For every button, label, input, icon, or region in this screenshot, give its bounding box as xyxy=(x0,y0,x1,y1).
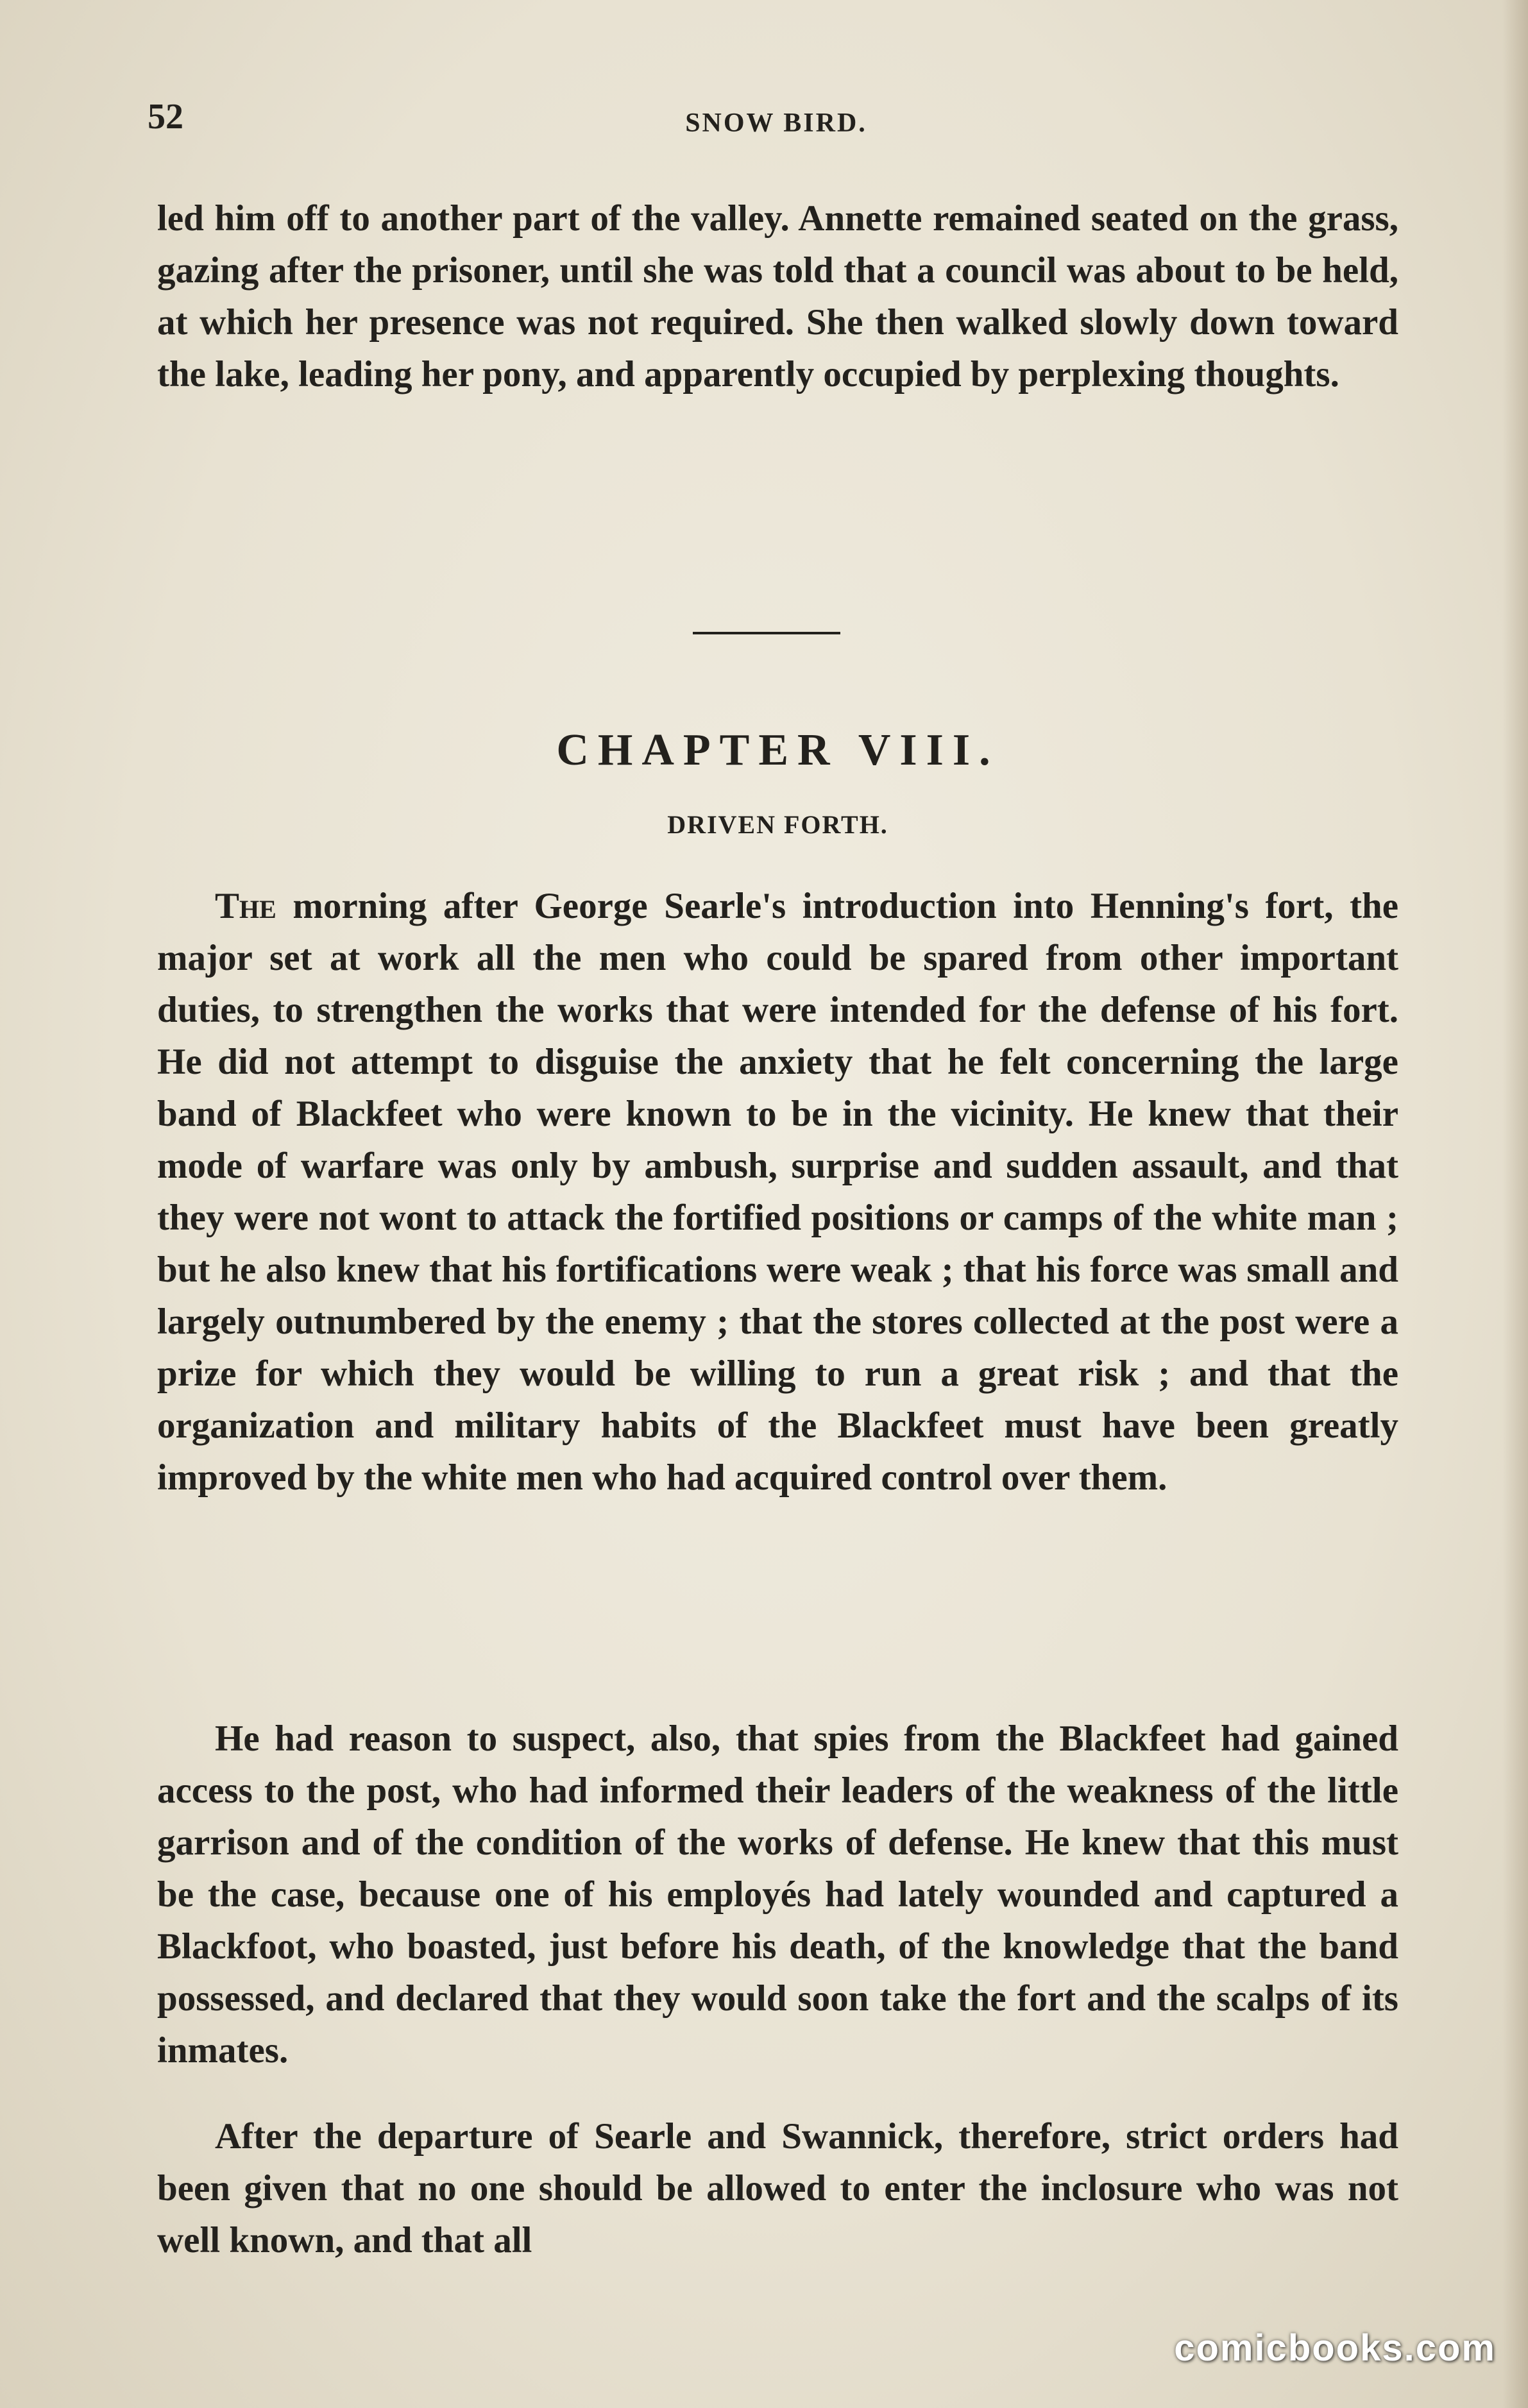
paragraph-1-text xyxy=(157,880,1398,1504)
paragraph-3 xyxy=(157,2110,1398,2266)
paragraph-2-text: He had reason to suspect, also, that spies from the Blackfeet had gained access to the post, who had informed their leaders of the weakness of the little garrison and of the condition of the works of defense. He knew that this must be the case, because one of his employés had lately wounded and captured a Blackfoot, who boasted, just before his death, of the knowledge that the band possessed, and declared that they would soon take the fort and the scalps of its inmates. xyxy=(157,1718,1398,2071)
page-number: 52 xyxy=(148,97,183,137)
running-title: SNOW BIRD. xyxy=(685,108,867,138)
paragraph-2 xyxy=(157,1713,1398,2076)
paragraph-3-text: After the departure of Searle and Swannick, therefore, strict orders had been given that no one should be allowed to enter the inclosure who was not well known, and that all xyxy=(157,2116,1398,2260)
chapter-subtitle: DRIVEN FORTH. xyxy=(667,810,888,839)
chapter-heading: CHAPTER VIII. xyxy=(556,725,999,775)
watermark: comicbooks.com xyxy=(1174,2327,1496,2369)
page-edge-shadow xyxy=(1502,0,1528,2408)
paragraph-1-opening-word: The xyxy=(215,886,276,926)
paragraph-1 xyxy=(157,880,1398,1504)
running-head xyxy=(148,96,1405,148)
paragraph-1-body: morning after George Searle's introduction into Henning's fort, the major set at work all the men who could be spared from other important duties, to strengthen the works that were intended for the defense of his fort. He did not attempt to disguise the anxiety that he felt concerning the large band of Blackfeet who were known to be in the vicinity. He knew that their mode of warfare was only by ambush, surprise and sudden assault, and that they were not wont to attack the fortified positions or camps of the white man ; but he also knew that his fortifications were weak ; that his force was small and largely outnumbered by the enemy ; that the stores collected at the post were a prize for which they would be willing to run a great risk ; and that the organization and military habits of the Blackfeet must have been greatly improved by the white men who had acquired control over them. xyxy=(157,886,1398,1498)
lead-paragraph-text: led him off to another part of the valley. Annette remained seated on the grass, gazing after the prisoner, until she was told that a council was about to be held, at which her presence was not required. She then walked slowly down toward the lake, leading her pony, and apparently occupied by perplexing thoughts. xyxy=(157,198,1398,394)
section-rule xyxy=(693,632,840,634)
lead-paragraph xyxy=(157,192,1398,400)
